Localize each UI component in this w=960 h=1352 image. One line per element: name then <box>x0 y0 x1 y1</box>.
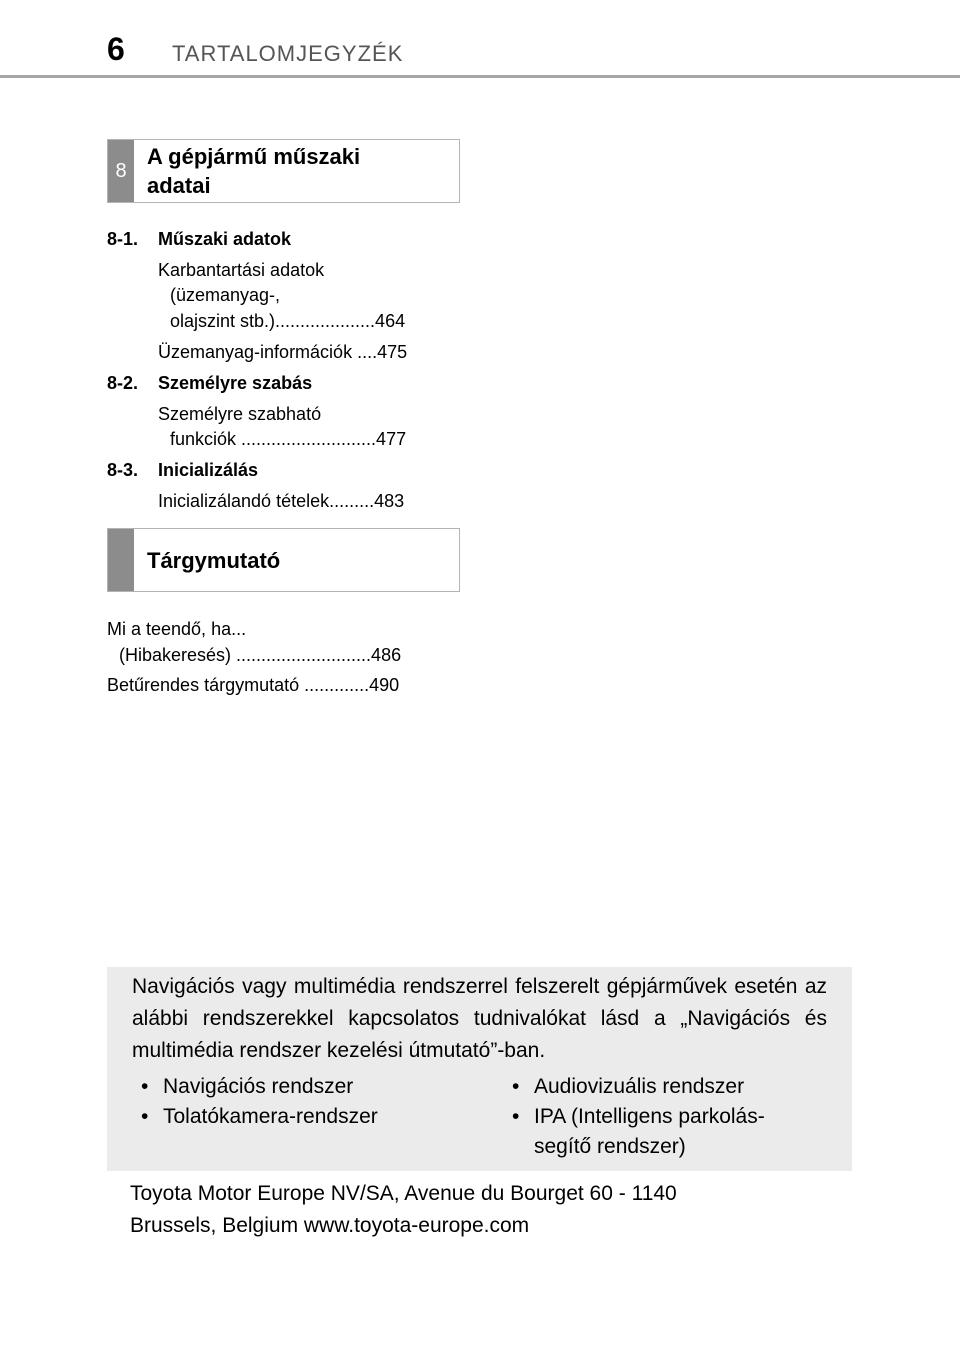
footer-line: Brussels, Belgium www.toyota-europe.com <box>130 1214 530 1237</box>
section-tab <box>108 529 134 591</box>
header-divider <box>0 75 960 78</box>
index-heading-box <box>107 528 460 592</box>
bullet-item <box>141 1102 378 1132</box>
bullet-text: Audiovizuális rendszer <box>534 1075 745 1098</box>
bullet-icon: • <box>512 1105 520 1128</box>
section-title-line1: A gépjármű műszaki <box>147 144 361 169</box>
bullet-text-cont: segítő rendszer) <box>534 1135 686 1158</box>
footer-address <box>130 1178 677 1242</box>
index-title: Tárgymutató <box>147 548 281 573</box>
bullet-item <box>512 1072 744 1102</box>
toc-entry[interactable]: Személyre szabható <box>158 404 322 424</box>
toc-entry[interactable]: Karbantartási adatok <box>158 260 325 280</box>
index-entry[interactable]: Mi a teendő, ha... <box>107 619 247 639</box>
section-tab: 8 <box>108 140 134 202</box>
section-title-line2: adatai <box>147 173 211 198</box>
toc-entry[interactable]: Inicializálandó tételek.........483 <box>158 491 405 511</box>
bullet-item <box>512 1102 765 1132</box>
header-title: TARTALOMJEGYZÉK <box>172 41 404 66</box>
page-header <box>0 0 960 80</box>
index-entry[interactable]: Betűrendes tárgymutató .............490 <box>107 675 400 695</box>
bullet-text: Tolatókamera-rendszer <box>163 1105 378 1128</box>
navigation-note-box <box>107 967 852 1171</box>
bullet-text: Navigációs rendszer <box>163 1075 354 1098</box>
toc-entry-cont[interactable]: (üzemanyag-, <box>170 285 281 305</box>
toc-entry-cont[interactable]: funkciók ...........................477 <box>170 429 407 449</box>
toc-group-heading: Műszaki adatok <box>158 229 292 249</box>
footer-line: Toyota Motor Europe NV/SA, Avenue du Bourget 60 - 1140 <box>130 1182 677 1205</box>
note-paragraph: Navigációs vagy multimédia rendszerrel felszerelt gépjárművek esetén az alábbi rendszerekkel kapcsolatos tudnivalókat lásd a „Navigációs és multimédia rendszer kezelési útmutató”-ban. <box>132 975 827 1062</box>
toc-group-number: 8-3. <box>107 460 139 480</box>
bullet-text: IPA (Intelligens parkolás- <box>534 1105 765 1128</box>
toc-group-number: 8-2. <box>107 373 139 393</box>
bullet-icon: • <box>141 1075 149 1098</box>
toc-group-heading: Személyre szabás <box>158 373 313 393</box>
toc-entry-cont[interactable]: olajszint stb.)....................464 <box>170 311 406 331</box>
bullet-icon: • <box>141 1105 149 1128</box>
section-8-heading-box <box>107 139 460 203</box>
index-entry-cont[interactable]: (Hibakeresés) ...........................486 <box>119 645 402 665</box>
bullet-icon: • <box>512 1075 520 1098</box>
page-number: 6 <box>107 31 125 67</box>
toc-entry[interactable]: Üzemanyag-információk ....475 <box>158 342 408 362</box>
toc-group-heading: Inicializálás <box>158 460 259 480</box>
bullet-item <box>141 1072 353 1102</box>
toc-group-number: 8-1. <box>107 229 139 249</box>
